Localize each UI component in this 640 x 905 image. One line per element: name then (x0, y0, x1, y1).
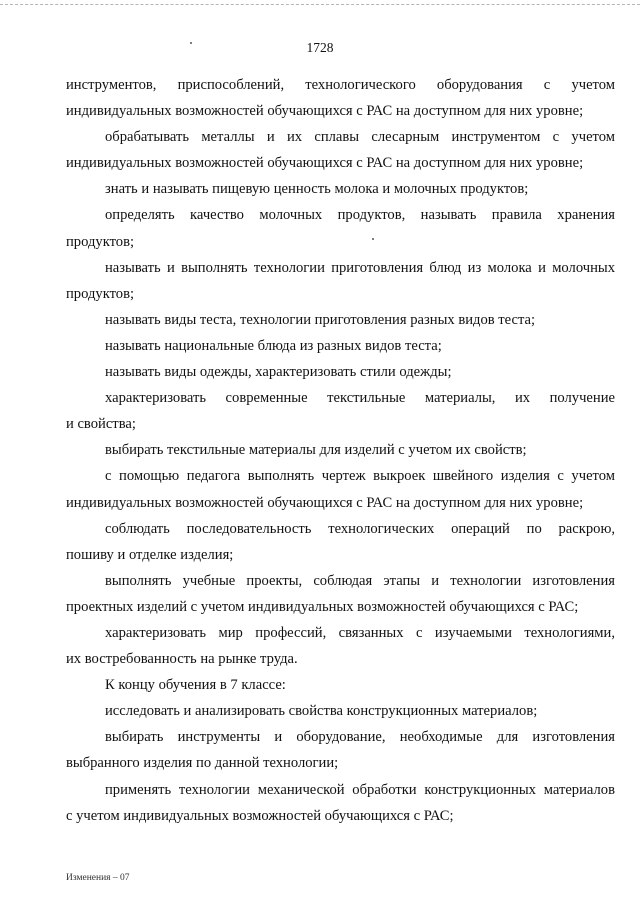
text-line: индивидуальных возможностей обучающихся с РАС на доступном для них уровне; (66, 155, 584, 172)
text-line: проектных изделий с учетом индивидуальных возможностей обучающихся с РАС; (66, 598, 579, 615)
body-text (66, 72, 615, 829)
page-number: 1728 (306, 40, 334, 55)
footer-revision-note: Изменения – 07 (66, 873, 130, 883)
text-line: называть и выполнять технологии приготовления блюд из молока и молочных (105, 259, 615, 276)
text-line: с помощью педагога выполнять чертеж выкроек швейного изделия с учетом (105, 468, 615, 485)
text-line: К концу обучения в 7 классе: (105, 677, 286, 694)
text-line: определять качество молочных продуктов, называть правила хранения (105, 207, 615, 224)
text-line: знать и называть пищевую ценность молока и молочных продуктов; (105, 181, 529, 198)
text-line: с учетом индивидуальных возможностей обучающихся с РАС; (66, 807, 454, 824)
text-line: характеризовать современные текстильные материалы, их получение (105, 390, 615, 407)
text-line: продуктов; (66, 233, 135, 250)
text-line: применять технологии механической обработки конструкционных материалов (105, 781, 615, 798)
text-line: обрабатывать металлы и их сплавы слесарным инструментом с учетом (105, 129, 615, 146)
text-line: выбранного изделия по данной технологии; (66, 755, 339, 772)
text-line: индивидуальных возможностей обучающихся с РАС на доступном для них уровне; (66, 103, 584, 120)
text-line: продуктов; (66, 285, 135, 302)
text-line: выбирать текстильные материалы для изделий с учетом их свойств; (105, 442, 527, 459)
text-line: характеризовать мир профессий, связанных с изучаемыми технологиями, (105, 624, 615, 641)
text-line: соблюдать последовательность технологических операций по раскрою, (105, 520, 615, 537)
text-line: исследовать и анализировать свойства конструкционных материалов; (105, 703, 538, 720)
text-line: пошиву и отделке изделия; (66, 546, 234, 563)
text-line: индивидуальных возможностей обучающихся с РАС на доступном для них уровне; (66, 494, 584, 511)
scan-top-edge (0, 4, 640, 5)
text-line: выполнять учебные проекты, соблюдая этапы и технологии изготовления (105, 572, 615, 589)
text-line: называть виды одежды, характеризовать стили одежды; (105, 364, 452, 381)
text-line: называть национальные блюда из разных видов теста; (105, 337, 442, 354)
text-line: называть виды теста, технологии приготовления разных видов теста; (105, 311, 536, 328)
text-line: их востребованность на рынке труда. (66, 651, 298, 668)
text-line: инструментов, приспособлений, технологического оборудования с учетом (66, 77, 615, 93)
text-line: и свойства; (66, 416, 136, 433)
text-line: выбирать инструменты и оборудование, необходимые для изготовления (105, 729, 615, 746)
